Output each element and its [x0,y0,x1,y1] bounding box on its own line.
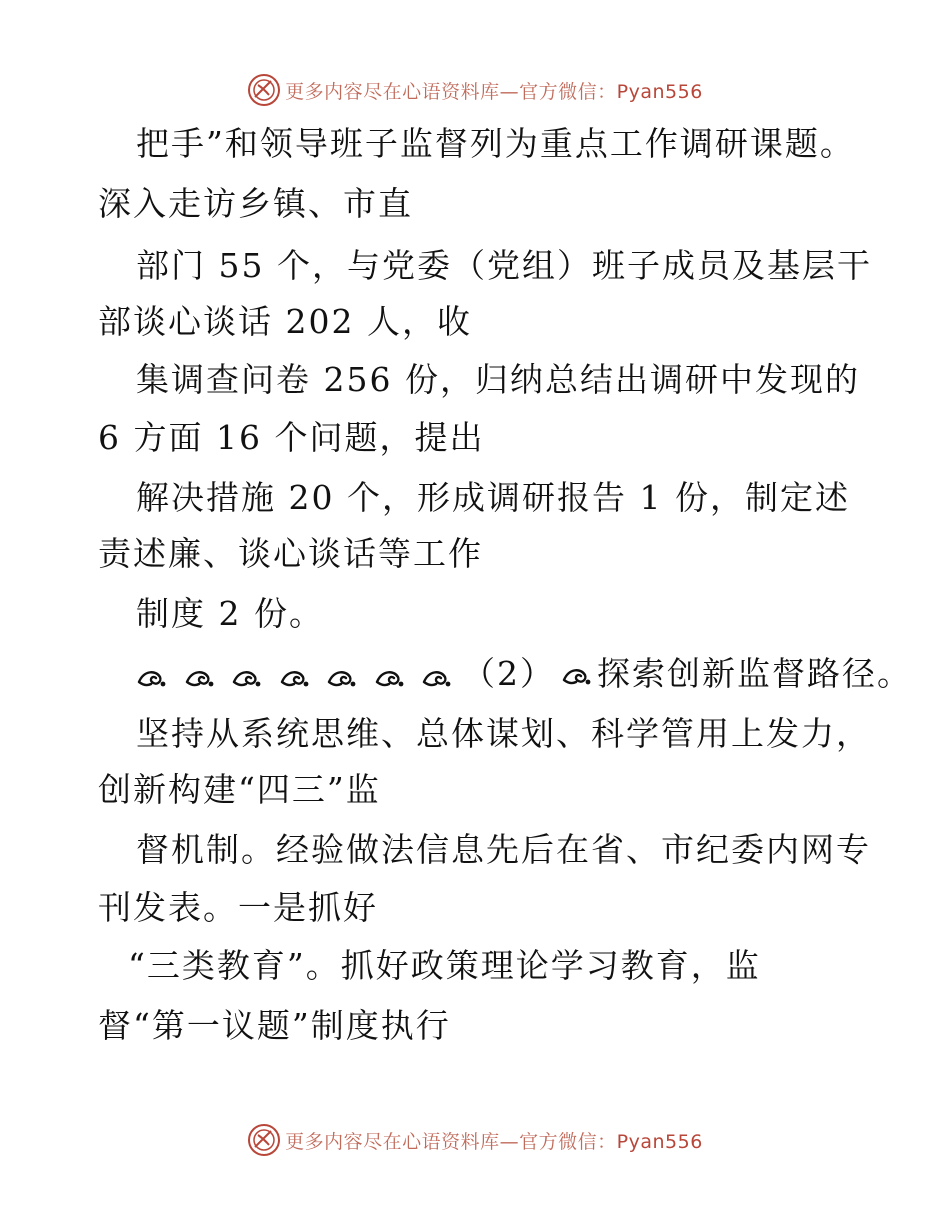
footer-watermark [0,1120,950,1160]
header-watermark [0,70,950,110]
seal-logo-icon [247,73,281,107]
text-line-9: 制度 2 份。 [136,594,324,633]
text-line-1: 把手”和领导班子监督列为重点工作调研课题。 [136,124,855,163]
banner-handle: Pyan556 [616,1130,703,1153]
wingding-curl-icon [136,667,168,689]
banner-text: 更多内容尽在心语资料库—官方微信： [285,1130,617,1153]
text-line-16: 督“第一议题”制度执行 [98,1006,451,1045]
banner-handle: Pyan556 [616,80,703,103]
ornament-group [136,654,456,698]
text-line-4: 部谈心谈话 202 人，收 [98,302,472,341]
seal-logo-icon [247,1123,281,1157]
text-line-13: 督机制。经验做法信息先后在省、市纪委内网专 [136,830,871,869]
text-line-2: 深入走访乡镇、市直 [98,184,413,223]
text-line-15: “三类教育”。抓好政策理论学习教育，监 [128,946,761,985]
text-line-3: 部门 55 个，与党委（党组）班子成员及基层干 [136,246,872,285]
section-heading [136,652,912,696]
wingding-curl-icon [561,665,593,687]
wingding-curl-icon [231,667,263,689]
wingding-curl-icon [326,667,358,689]
text-line-7: 解决措施 20 个，形成调研报告 1 份，制定述 [136,478,850,517]
text-line-6: 6 方面 16 个问题，提出 [98,418,485,457]
wingding-curl-icon [374,667,406,689]
wingding-curl-icon [421,667,453,689]
text-line-5: 集调查问卷 256 份，归纳总结出调研中发现的 [136,360,860,399]
section-number: （2） [462,654,555,693]
text-line-8: 责述廉、谈心谈话等工作 [98,534,483,573]
text-line-14: 刊发表。一是抓好 [98,888,378,927]
text-line-11: 坚持从系统思维、总体谋划、科学管用上发力， [136,714,871,753]
wingding-curl-icon [279,667,311,689]
wingding-curl-icon [184,667,216,689]
banner-text: 更多内容尽在心语资料库—官方微信： [285,80,617,103]
text-line-12: 创新构建“四三”监 [98,770,381,809]
section-title: 探索创新监督路径。 [597,654,912,693]
